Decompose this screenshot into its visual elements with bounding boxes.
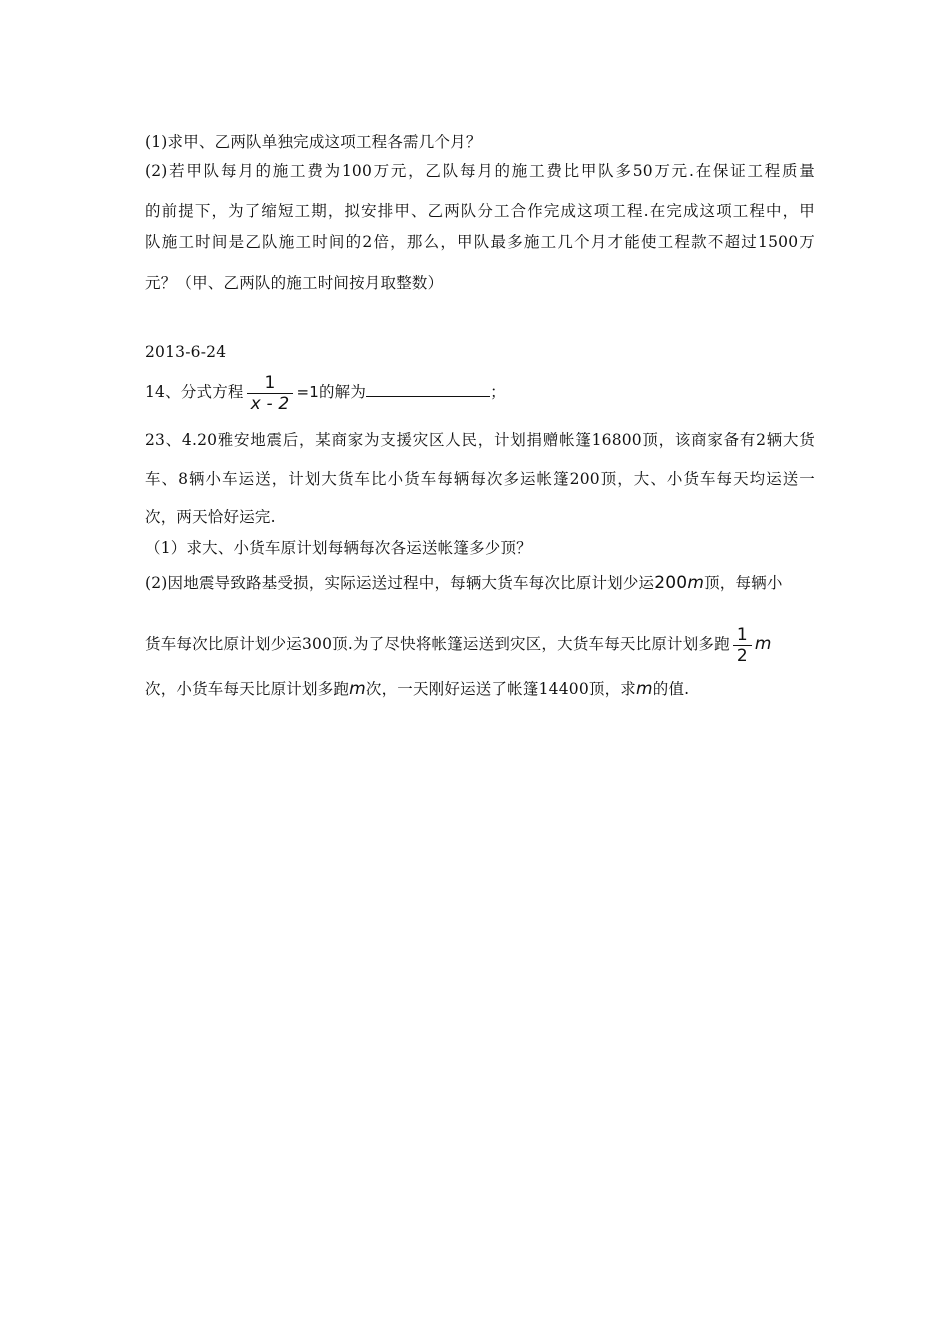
q23-sub2-text-b: 顶，每辆小 bbox=[704, 574, 783, 592]
question-14 bbox=[145, 370, 815, 414]
q14-equals: =1 bbox=[296, 383, 319, 401]
q23-line-3: 次，两天恰好运完. bbox=[145, 508, 276, 526]
date-stamp: 2013-6-24 bbox=[145, 343, 227, 361]
q23-line7-text-b: 次，一天刚好运送了帐篷14400顶，求 bbox=[365, 680, 636, 698]
q14-prefix: 14、分式方程 bbox=[145, 383, 244, 401]
q23-line6-fraction bbox=[733, 625, 752, 666]
prev-question-2-line-4: 元？（甲、乙两队的施工时间按月取整数） bbox=[145, 274, 444, 292]
q23-line6-frac-numerator: 1 bbox=[733, 625, 752, 646]
q14-suffix: 的解为 bbox=[318, 383, 367, 401]
q14-answer-blank[interactable] bbox=[366, 380, 490, 397]
prev-question-2-line-1: (2)若甲队每月的施工费为100万元，乙队每月的施工费比甲队多50万元.在保证工程质量 bbox=[145, 162, 815, 180]
q23-sub2-text-a: (2)因地震导致路基受损，实际运送过程中，每辆大货车每次比原计划少运 bbox=[145, 574, 655, 592]
q23-line6-variable: m bbox=[754, 634, 772, 654]
q23-line7-text-a: 次，小货车每天比原计划多跑 bbox=[145, 680, 350, 698]
q14-frac-numerator: 1 bbox=[247, 373, 294, 394]
q14-frac-denominator-text: x - 2 bbox=[250, 393, 290, 414]
q23-line-1: 23、4.20雅安地震后，某商家为支援灾区人民，计划捐赠帐篷16800顶，该商家备有2辆大货 bbox=[145, 431, 815, 449]
prev-question-1: (1)求甲、乙两队单独完成这项工程各需几个月？ bbox=[145, 133, 482, 151]
q23-line6-frac-denominator: 2 bbox=[736, 645, 748, 666]
q23-line-6 bbox=[145, 622, 815, 666]
q23-sub-question-2 bbox=[145, 568, 815, 598]
q14-fraction bbox=[247, 373, 294, 414]
q23-sub-question-1: （1）求大、小货车原计划每辆每次各运送帐篷多少顶？ bbox=[145, 539, 532, 557]
q14-end: ； bbox=[490, 383, 506, 401]
q23-line6-text: 货车每次比原计划少运300顶.为了尽快将帐篷运送到灾区，大货车每天比原计划多跑 bbox=[145, 635, 730, 653]
q23-line7-variable-1: m bbox=[349, 679, 366, 699]
q23-sub2-variable: m bbox=[687, 573, 705, 593]
prev-question-2-line-2: 的前提下，为了缩短工期，拟安排甲、乙两队分工合作完成这项工程.在完成这项工程中，甲 bbox=[145, 202, 815, 220]
q14-frac-denominator bbox=[247, 394, 294, 414]
prev-question-2-line-3: 队施工时间是乙队施工时间的2倍，那么，甲队最多施工几个月才能使工程款不超过1500万 bbox=[145, 233, 815, 251]
q23-line-2: 车、8辆小车运送，计划大货车比小货车每辆每次多运帐篷200顶，大、小货车每天均运送一 bbox=[145, 470, 815, 488]
q23-line-7 bbox=[145, 678, 815, 700]
q23-sub2-number: 200 bbox=[654, 573, 688, 593]
q23-line7-text-c: 的值. bbox=[652, 680, 690, 698]
q23-line7-variable-2: m bbox=[635, 679, 653, 699]
